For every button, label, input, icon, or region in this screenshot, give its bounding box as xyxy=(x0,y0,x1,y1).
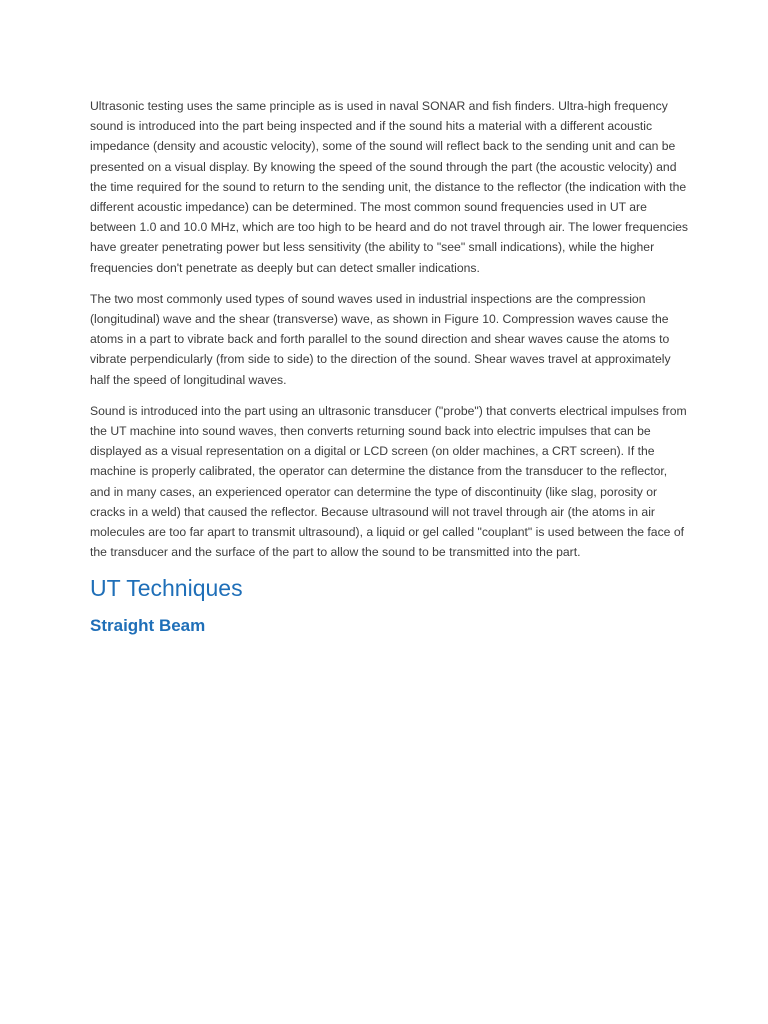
subsection-heading: Straight Beam xyxy=(90,616,206,636)
section-heading: UT Techniques xyxy=(90,575,243,602)
paragraph-ultrasonic-principle: Ultrasonic testing uses the same principle as is used in naval SONAR and fish finders. Ultra-high frequency sound is introduced into the part being inspected and if the sound hits a material with a different acoustic impedance (density and acoustic velocity), some of the sound will reflect back to the sending unit and can be presented on a visual display. By knowing the speed of the sound through the part (the acoustic velocity) and the time required for the sound to return to the sending unit, the distance to the reflector (the indication with the different acoustic impedance) can be determined. The most common sound frequencies used in UT are between 1.0 and 10.0 MHz, which are too high to be heard and do not travel through air. The lower frequencies have greater penetrating power but less sensitivity (the ability to "see" small indications), while the higher frequencies don't penetrate as deeply but can detect smaller indications. xyxy=(90,99,689,275)
paragraph-transducer: Sound is introduced into the part using an ultrasonic transducer ("probe") that converts electrical impulses from the UT machine into sound waves, then converts returning sound back into electric impulses that can be displayed as a visual representation on a digital or LCD screen (on older machines, a CRT screen). If the machine is properly calibrated, the operator can determine the distance from the transducer to the reflector, and in many cases, an experienced operator can determine the type of discontinuity (like slag, porosity or cracks in a weld) that caused the reflector. Because ultrasound will not travel through air (the atoms in air molecules are too far apart to transmit ultrasound), a liquid or gel called "couplant" is used between the face of the transducer and the surface of the part to allow the sound to be transmitted into the part. xyxy=(90,403,687,560)
document-page xyxy=(90,96,690,637)
paragraph-sound-wave-types: The two most commonly used types of sound waves used in industrial inspections are the compression (longitudinal) wave and the shear (transverse) wave, as shown in Figure 10. Compression waves cause the atoms in a part to vibrate back and forth parallel to the sound direction and shear waves cause the atoms to vibrate perpendicularly (from side to side) to the direction of the sound. Shear waves travel at approximately half the speed of longitudinal waves. xyxy=(90,291,671,387)
